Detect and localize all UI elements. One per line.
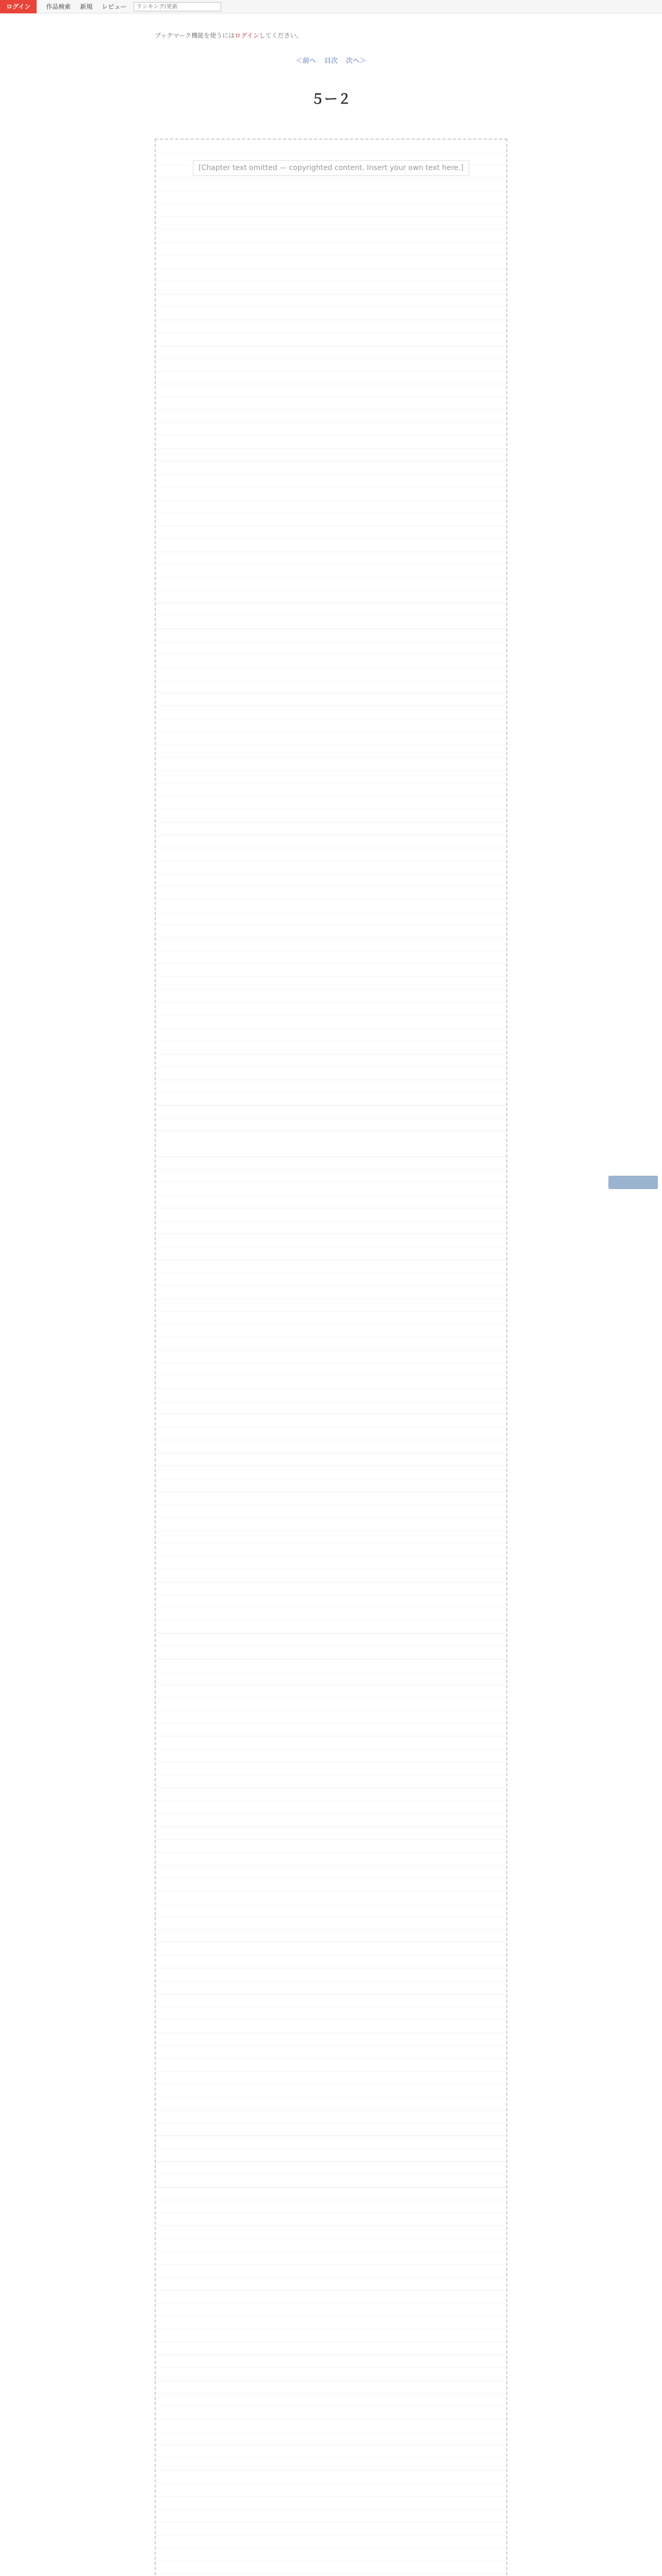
nav-new[interactable]: 新規: [80, 3, 93, 10]
login-notice: [155, 31, 507, 40]
chapter-body: [155, 139, 507, 2576]
notice-text-before: ブックマーク機能を使うには: [155, 32, 235, 39]
nav-review[interactable]: レビュー: [102, 3, 127, 10]
chapter-title: ５ー２: [310, 92, 351, 107]
chapter-nav: [155, 55, 507, 65]
top-bar: [0, 0, 662, 13]
nav-search[interactable]: 作品検索: [46, 3, 71, 10]
index-link[interactable]: 目次: [324, 57, 338, 65]
side-widget-button[interactable]: [608, 1176, 658, 1189]
notice-text-after: してください。: [259, 32, 303, 39]
prev-chapter-link[interactable]: ＜前へ: [295, 57, 316, 65]
search-input[interactable]: [134, 2, 221, 11]
page-column: [155, 31, 507, 2576]
next-chapter-link[interactable]: 次へ＞: [346, 57, 367, 65]
notice-login-link[interactable]: ログイン: [235, 32, 259, 39]
chapter-body-placeholder: [Chapter text omitted — copyrighted content. Insert your own text here.]: [193, 160, 469, 176]
login-button[interactable]: ログイン: [0, 0, 37, 13]
